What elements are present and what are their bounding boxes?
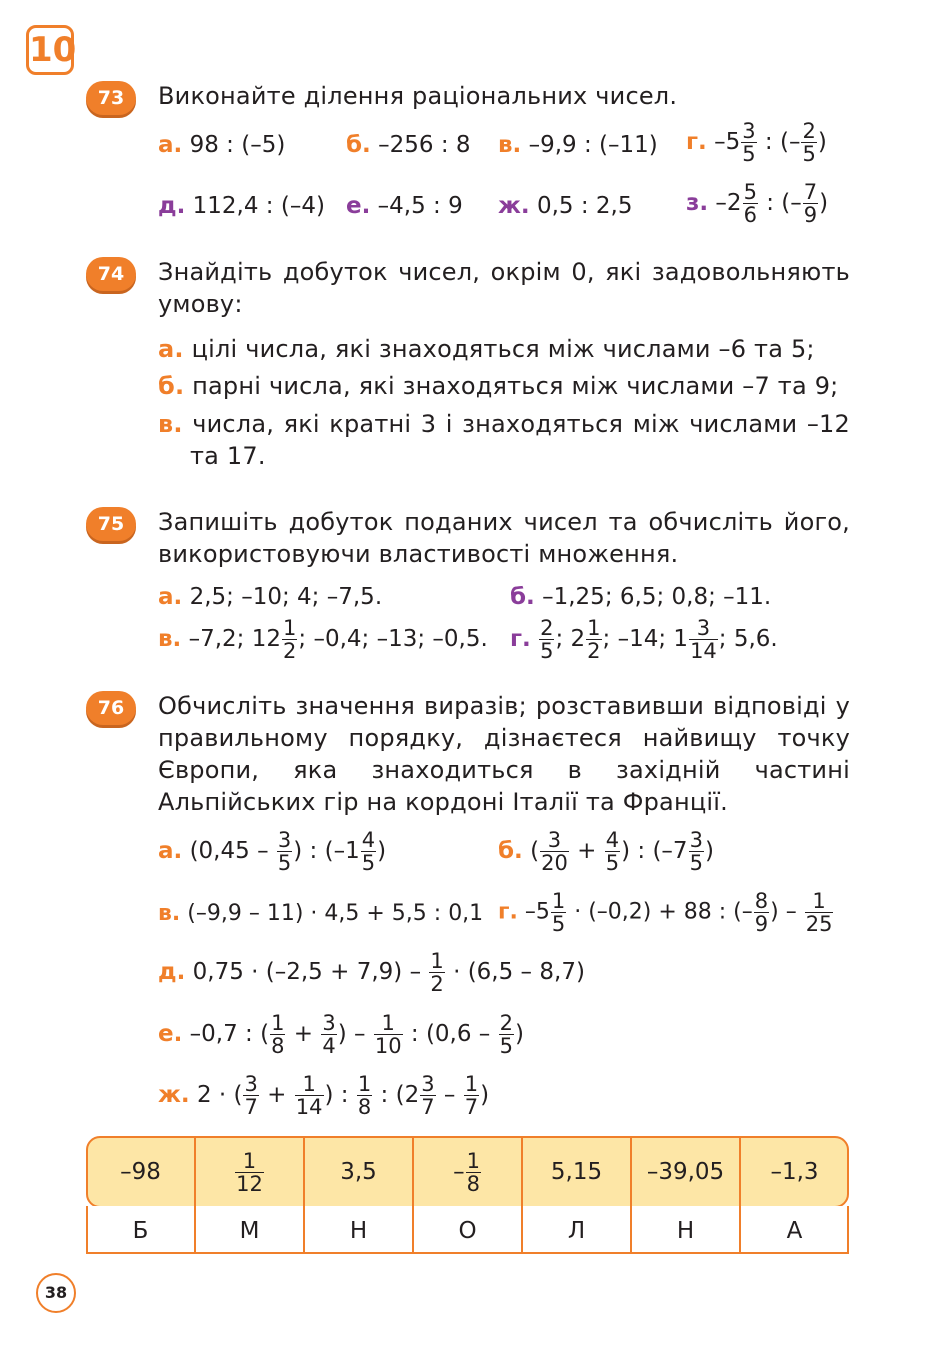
task-74-item-b: б. парні числа, які знаходяться між числами –7 та 9; bbox=[158, 372, 839, 400]
task-73-b: б. –256 : 8 bbox=[346, 132, 471, 158]
task-76-title: Обчисліть значення виразів; розставивши відповіді у правильному порядку, дізнаєтеся найвищу точку Європи, яка знаходиться в західній частині Альпійських гір на кордоні Італії та Франції. bbox=[158, 692, 850, 816]
task-75-title: Запишіть добуток поданих чисел та обчисліть його, використовуючи властивості множення. bbox=[158, 508, 850, 568]
task-73-v: в. –9,9 : (–11) bbox=[498, 132, 658, 158]
task-73-zh: ж. 0,5 : 2,5 bbox=[498, 193, 633, 219]
task-76-e: е. –0,7 : ( $\frac{1}{8}$ + $\frac{3}{4}$ ) – $\frac{1}{10}$ : (0,6 – $\frac{2}{5}$ ) bbox=[158, 1011, 524, 1058]
answer-table bbox=[86, 1136, 849, 1256]
task-73-d: д. 112,4 : (–4) bbox=[158, 193, 325, 219]
answer-letter: О bbox=[458, 1218, 477, 1244]
task-73-title: Виконайте ділення раціональних чисел. bbox=[158, 82, 678, 110]
task-75-a: а. 2,5; –10; 4; –7,5. bbox=[158, 584, 383, 610]
answer-value: –39,05 bbox=[646, 1159, 725, 1185]
answer-value: –1,3 bbox=[770, 1159, 819, 1185]
task-74-badge: 74 bbox=[86, 257, 136, 291]
task-74-title: Знайдіть добуток чисел, окрім 0, які задовольняють умову: bbox=[158, 258, 850, 318]
answer-letter: Н bbox=[676, 1218, 695, 1244]
task-76-d: д. 0,75 · (–2,5 + 7,9) – $\frac{1}{2}$ · (6,5 – 8,7) bbox=[158, 949, 585, 996]
answer-value: 3,5 bbox=[340, 1159, 377, 1185]
task-76-g: г. –5 $\frac{1}{5}$ · (–0,2) + 88 : (– $\frac{8}{9}$ ) – $\frac{1}{25}$ bbox=[498, 889, 833, 936]
answer-value: 5,15 bbox=[550, 1159, 603, 1185]
answer-letter: А bbox=[786, 1218, 803, 1244]
page-number: 38 bbox=[36, 1273, 76, 1313]
answer-value: – $\frac{1}{8}$ bbox=[453, 1148, 480, 1196]
chapter-number: 10 bbox=[26, 25, 74, 75]
task-76-a: а. (0,45 – $\frac{3}{5}$ ) : (–1 $\frac{4}{5}$ ) bbox=[158, 828, 387, 875]
task-75-g: г. $\frac{2}{5}$ ; 2 $\frac{1}{2}$ ; –14; 1 $\frac{3}{14}$ ; 5,6. bbox=[510, 616, 778, 663]
task-73-e: е. –4,5 : 9 bbox=[346, 193, 463, 219]
task-74-item-v: в. числа, які кратні 3 і знаходяться між числами –12 та 17. bbox=[158, 410, 850, 470]
answer-letter: М bbox=[239, 1218, 260, 1244]
task-74-item-a: а. цілі числа, які знаходяться між числами –6 та 5; bbox=[158, 335, 815, 363]
task-76-b: б. ( $\frac{3}{20}$ + $\frac{4}{5}$ ) : (–7 $\frac{3}{5}$ ) bbox=[498, 828, 714, 875]
task-76-v: в. (–9,9 – 11) · 4,5 + 5,5 : 0,1 bbox=[158, 901, 484, 926]
answer-letter: Н bbox=[349, 1218, 368, 1244]
answer-value: –98 bbox=[120, 1159, 161, 1185]
task-73-g: г. –5 $\frac{3}{5}$ : (– $\frac{2}{5}$ ) bbox=[686, 119, 827, 166]
answer-letter: Б bbox=[132, 1218, 149, 1244]
task-75-b: б. –1,25; 6,5; 0,8; –11. bbox=[510, 584, 772, 610]
answer-value: $\frac{1}{12}$ bbox=[236, 1148, 263, 1196]
task-73-z: з. –2 $\frac{5}{6}$ : (– $\frac{7}{9}$ ) bbox=[686, 180, 829, 227]
task-76-badge: 76 bbox=[86, 691, 136, 725]
answer-letter: Л bbox=[567, 1218, 586, 1244]
task-73-a: а. 98 : (–5) bbox=[158, 132, 286, 158]
task-73-badge: 73 bbox=[86, 81, 136, 115]
task-75-v: в. –7,2; 12 $\frac{1}{2}$ ; –0,4; –13; –0,5. bbox=[158, 616, 488, 663]
task-76-zh: ж. 2 · ( $\frac{3}{7}$ + $\frac{1}{14}$ ) : $\frac{1}{8}$ : (2 $\frac{3}{7}$ – $\frac{1}{7}$ ) bbox=[158, 1072, 490, 1119]
task-75-badge: 75 bbox=[86, 507, 136, 541]
